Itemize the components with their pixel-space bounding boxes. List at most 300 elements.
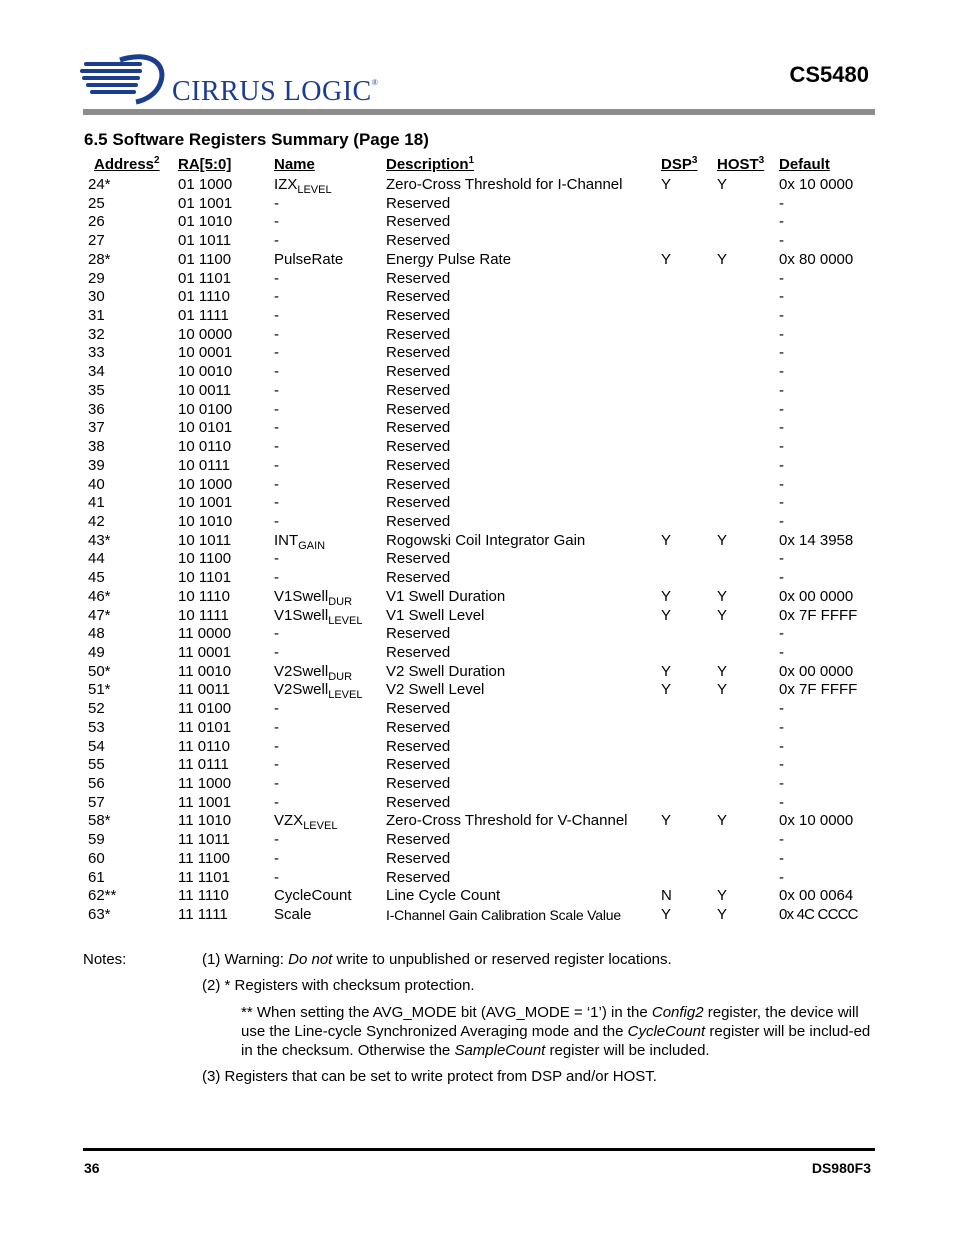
cell-ra: 11 1001 bbox=[178, 793, 232, 811]
cell-host: Y bbox=[717, 681, 728, 699]
table-row bbox=[88, 476, 879, 495]
cell-description: Reserved bbox=[386, 325, 451, 343]
cell-host bbox=[717, 775, 779, 794]
cell-host: Y bbox=[717, 250, 728, 268]
section-title: 6.5 Software Registers Summary (Page 18) bbox=[84, 130, 429, 149]
cell-description: Reserved bbox=[386, 400, 451, 418]
cell-name: V2Swell$_{LEVEL}$ bbox=[274, 681, 363, 702]
cell-address: 33 bbox=[88, 344, 105, 362]
cell-default: 0x 14 3958 bbox=[779, 531, 854, 549]
cell-address: 46* bbox=[88, 587, 111, 605]
cell-host bbox=[717, 326, 779, 345]
cell-description: Reserved bbox=[386, 288, 451, 306]
cell-dsp: Y bbox=[661, 176, 672, 193]
cell-description: Reserved bbox=[386, 494, 451, 512]
cell-dsp bbox=[661, 869, 717, 888]
cell-dsp: Y bbox=[661, 906, 672, 924]
cell-name: - bbox=[274, 868, 279, 886]
cell-default: - bbox=[779, 700, 784, 718]
cell-description: Reserved bbox=[386, 625, 451, 643]
cell-description: Reserved bbox=[386, 269, 451, 287]
table-row bbox=[88, 270, 879, 289]
cell-dsp bbox=[661, 625, 717, 644]
cell-host bbox=[717, 195, 779, 214]
cell-host bbox=[717, 625, 779, 644]
cell-dsp: Y bbox=[661, 250, 672, 268]
cell-description: Reserved bbox=[386, 737, 451, 755]
cell-dsp: Y bbox=[661, 606, 672, 624]
cell-default: - bbox=[779, 288, 784, 306]
cell-address: 50* bbox=[88, 662, 111, 680]
cell-ra: 10 0100 bbox=[178, 400, 233, 418]
cell-name: V1Swell$_{LEVEL}$ bbox=[274, 606, 363, 627]
product-title: CS5480 bbox=[789, 62, 869, 87]
cell-default: - bbox=[779, 344, 784, 362]
table-row bbox=[88, 326, 879, 345]
cell-address: 47* bbox=[88, 606, 111, 624]
cell-default: - bbox=[779, 213, 784, 231]
table-row bbox=[88, 419, 879, 438]
cell-name: - bbox=[274, 643, 279, 661]
cell-description: Reserved bbox=[386, 344, 451, 362]
cell-default: - bbox=[779, 775, 784, 792]
cell-host bbox=[717, 719, 779, 738]
table-body bbox=[88, 176, 879, 925]
cell-dsp: N bbox=[661, 887, 672, 905]
table-row bbox=[88, 644, 879, 663]
cell-dsp bbox=[661, 307, 717, 326]
cell-address: 42 bbox=[88, 512, 105, 530]
cell-dsp bbox=[661, 494, 717, 513]
cell-address: 29 bbox=[88, 269, 105, 287]
table-row bbox=[88, 756, 879, 775]
cell-description: Reserved bbox=[386, 419, 451, 437]
cell-default: - bbox=[779, 232, 784, 250]
cell-ra: 11 1110 bbox=[178, 887, 229, 905]
col-address-header: Address$^2$ bbox=[94, 155, 160, 173]
cell-address: 31 bbox=[88, 307, 105, 325]
cell-name: PulseRate bbox=[274, 250, 344, 268]
cell-host: Y bbox=[717, 176, 728, 193]
cell-dsp bbox=[661, 419, 717, 438]
cell-ra: 01 1110 bbox=[178, 288, 230, 306]
col-host-header: HOST$^3$ bbox=[717, 155, 765, 173]
cell-address: 49 bbox=[88, 643, 105, 661]
cell-name: - bbox=[274, 831, 279, 849]
cell-default: - bbox=[779, 868, 784, 886]
cell-dsp: Y bbox=[661, 531, 672, 549]
cell-ra: 10 1100 bbox=[178, 550, 232, 568]
cell-description: Energy Pulse Rate bbox=[386, 250, 512, 268]
cell-ra: 11 1000 bbox=[178, 775, 232, 792]
cell-ra: 10 1110 bbox=[178, 587, 230, 605]
note-double-asterisk: ** bbox=[241, 1004, 253, 1021]
cell-dsp bbox=[661, 700, 717, 719]
cell-host bbox=[717, 794, 779, 813]
cell-ra: 11 0111 bbox=[178, 756, 229, 774]
cell-dsp bbox=[661, 344, 717, 363]
cell-name: - bbox=[274, 456, 279, 474]
cell-default: - bbox=[779, 793, 784, 811]
cell-host: Y bbox=[717, 812, 728, 830]
cell-address: 27 bbox=[88, 232, 105, 250]
cell-ra: 10 1000 bbox=[178, 475, 233, 493]
cirrus-logic-logo bbox=[80, 54, 379, 107]
cell-ra: 11 0100 bbox=[178, 700, 232, 718]
table-row bbox=[88, 719, 879, 738]
cell-name: - bbox=[274, 269, 279, 287]
table-row bbox=[88, 213, 879, 232]
table-row bbox=[88, 251, 879, 270]
cell-address: 61 bbox=[88, 868, 105, 886]
cell-dsp bbox=[661, 363, 717, 382]
cell-name: - bbox=[274, 400, 279, 418]
table-row bbox=[88, 869, 879, 888]
cell-address: 36 bbox=[88, 400, 105, 418]
table-row bbox=[88, 738, 879, 757]
cell-default: - bbox=[779, 550, 784, 568]
cell-host bbox=[717, 270, 779, 289]
cell-name: - bbox=[274, 849, 279, 867]
note-1: (1) Warning: Do not write to unpublished or reserved register locations. bbox=[202, 951, 672, 968]
table-row bbox=[88, 438, 879, 457]
table-row bbox=[88, 232, 879, 251]
cell-address: 32 bbox=[88, 325, 105, 343]
cell-ra: 10 0111 bbox=[178, 456, 230, 474]
cell-dsp bbox=[661, 195, 717, 214]
cell-ra: 11 1011 bbox=[178, 831, 230, 849]
footer-rule bbox=[83, 1148, 875, 1151]
cell-description: Reserved bbox=[386, 756, 451, 774]
cell-address: 43* bbox=[88, 531, 111, 549]
cell-name: - bbox=[274, 512, 279, 530]
cell-description: I-Channel Gain Calibration Scale Value bbox=[386, 907, 621, 924]
table-row bbox=[88, 607, 879, 626]
cell-host bbox=[717, 644, 779, 663]
cell-host bbox=[717, 419, 779, 438]
cell-dsp bbox=[661, 550, 717, 569]
cell-ra: 10 0101 bbox=[178, 419, 233, 437]
cell-address: 55 bbox=[88, 756, 105, 774]
cell-dsp bbox=[661, 756, 717, 775]
cell-address: 35 bbox=[88, 381, 105, 399]
table-row bbox=[88, 663, 879, 682]
cell-host: Y bbox=[717, 587, 728, 605]
notes-label: Notes: bbox=[83, 951, 127, 968]
document-id: DS980F3 bbox=[811, 1160, 871, 1176]
col-dsp-header: DSP$^3$ bbox=[661, 155, 698, 173]
cell-ra: 10 0110 bbox=[178, 438, 232, 456]
cell-host bbox=[717, 307, 779, 326]
cell-description: Reserved bbox=[386, 718, 451, 736]
cell-address: 24* bbox=[88, 176, 111, 193]
cell-name: - bbox=[274, 213, 279, 231]
cell-description: Reserved bbox=[386, 194, 451, 212]
cell-dsp bbox=[661, 719, 717, 738]
table-row bbox=[88, 588, 879, 607]
cell-description: Reserved bbox=[386, 475, 451, 493]
cell-dsp bbox=[661, 569, 717, 588]
cell-host bbox=[717, 232, 779, 251]
cell-dsp bbox=[661, 401, 717, 420]
cell-address: 57 bbox=[88, 793, 105, 811]
cell-host bbox=[717, 756, 779, 775]
table-row bbox=[88, 681, 879, 700]
header-rule bbox=[83, 109, 875, 115]
cell-default: - bbox=[779, 381, 784, 399]
cell-default: 0x 80 0000 bbox=[779, 250, 854, 268]
cell-address: 28* bbox=[88, 250, 111, 268]
cell-dsp bbox=[661, 232, 717, 251]
cell-address: 60 bbox=[88, 849, 105, 867]
cell-address: 56 bbox=[88, 775, 105, 792]
cell-ra: 11 0001 bbox=[178, 643, 232, 661]
cell-name: - bbox=[274, 232, 279, 250]
note-3: (3) Registers that can be set to write protect from DSP and/or HOST. bbox=[202, 1068, 657, 1085]
cell-dsp bbox=[661, 850, 717, 869]
cell-address: 53 bbox=[88, 718, 105, 736]
cell-default: - bbox=[779, 325, 784, 343]
cell-default: - bbox=[779, 849, 784, 867]
cell-ra: 01 1010 bbox=[178, 213, 233, 231]
cell-ra: 11 1101 bbox=[178, 868, 230, 886]
cell-host: Y bbox=[717, 662, 728, 680]
cell-name: - bbox=[274, 325, 279, 343]
cell-ra: 11 1100 bbox=[178, 849, 230, 867]
cell-name: $VZX_{LEVEL}$ bbox=[274, 812, 338, 833]
cell-ra: 01 1111 bbox=[178, 307, 229, 325]
cell-name: - bbox=[274, 363, 279, 381]
cell-dsp bbox=[661, 213, 717, 232]
table-row bbox=[88, 494, 879, 513]
table-row bbox=[88, 700, 879, 719]
cell-name: - bbox=[274, 737, 279, 755]
cell-dsp: Y bbox=[661, 812, 672, 830]
table-row bbox=[88, 794, 879, 813]
cell-description: Reserved bbox=[386, 868, 451, 886]
cell-description: Reserved bbox=[386, 512, 451, 530]
cell-description: Zero-Cross Threshold for I-Channel bbox=[386, 176, 623, 193]
cell-dsp bbox=[661, 831, 717, 850]
cell-description: Reserved bbox=[386, 381, 451, 399]
cell-name: - bbox=[274, 494, 279, 512]
page-number: 36 bbox=[84, 1160, 100, 1176]
cell-host: Y bbox=[717, 906, 728, 924]
cell-dsp bbox=[661, 438, 717, 457]
cell-host bbox=[717, 401, 779, 420]
cell-description: Line Cycle Count bbox=[386, 887, 501, 905]
cell-dsp bbox=[661, 326, 717, 345]
cell-ra: 10 1101 bbox=[178, 569, 232, 587]
cell-default: 0x 10 0000 bbox=[779, 176, 854, 193]
cell-default: - bbox=[779, 269, 784, 287]
cell-ra: 10 0000 bbox=[178, 325, 233, 343]
cell-name: V2Swell$_{DUR}$ bbox=[274, 662, 353, 683]
cell-default: - bbox=[779, 569, 784, 587]
cell-name: - bbox=[274, 307, 279, 325]
cell-host bbox=[717, 344, 779, 363]
cell-address: 39 bbox=[88, 456, 105, 474]
table-row bbox=[88, 532, 879, 551]
cell-address: 37 bbox=[88, 419, 105, 437]
table-header-row bbox=[88, 154, 879, 176]
table-row bbox=[88, 887, 879, 906]
cell-description: Reserved bbox=[386, 363, 451, 381]
cell-host bbox=[717, 700, 779, 719]
cell-default: - bbox=[779, 512, 784, 530]
cirrus-logo-swoosh-icon bbox=[80, 54, 170, 106]
cell-ra: 01 1011 bbox=[178, 232, 232, 250]
cell-ra: 11 0000 bbox=[178, 625, 232, 643]
cell-default: - bbox=[779, 475, 784, 493]
cell-ra: 10 0011 bbox=[178, 381, 232, 399]
table-row bbox=[88, 382, 879, 401]
cell-default: 0x 10 0000 bbox=[779, 812, 854, 830]
cell-address: 48 bbox=[88, 625, 105, 643]
cell-host: Y bbox=[717, 606, 728, 624]
cell-description: V1 Swell Level bbox=[386, 606, 485, 624]
table-row bbox=[88, 550, 879, 569]
cell-ra: 10 1001 bbox=[178, 494, 233, 512]
cell-default: - bbox=[779, 756, 784, 774]
cell-description: Reserved bbox=[386, 849, 451, 867]
col-default-header: Default bbox=[779, 156, 830, 173]
cell-dsp: Y bbox=[661, 681, 672, 699]
cell-address: 34 bbox=[88, 363, 105, 381]
table-row bbox=[88, 195, 879, 214]
cell-host bbox=[717, 513, 779, 532]
cell-description: V2 Swell Level bbox=[386, 681, 485, 699]
cell-ra: 11 1111 bbox=[178, 906, 228, 924]
col-ra-header: RA[5:0] bbox=[178, 156, 232, 173]
cell-dsp bbox=[661, 775, 717, 794]
table-row bbox=[88, 457, 879, 476]
cell-name: $INT_{GAIN}$ bbox=[274, 531, 326, 552]
cell-name: Scale bbox=[274, 906, 312, 924]
cell-default: - bbox=[779, 494, 784, 512]
cell-ra: 01 1000 bbox=[178, 176, 233, 193]
cell-default: - bbox=[779, 400, 784, 418]
cell-default: - bbox=[779, 737, 784, 755]
cell-description: V1 Swell Duration bbox=[386, 587, 506, 605]
cell-address: 44 bbox=[88, 550, 105, 568]
cell-default: 0x 00 0064 bbox=[779, 887, 854, 905]
cell-description: Reserved bbox=[386, 700, 451, 718]
cell-address: 40 bbox=[88, 475, 105, 493]
cell-dsp bbox=[661, 382, 717, 401]
cell-description: Reserved bbox=[386, 793, 451, 811]
cell-host bbox=[717, 550, 779, 569]
cell-default: - bbox=[779, 194, 784, 212]
cell-address: 63* bbox=[88, 906, 111, 924]
cell-default: 0x 4C CCCC bbox=[779, 906, 858, 924]
cell-ra: 11 1010 bbox=[178, 812, 232, 830]
cell-name: - bbox=[274, 438, 279, 456]
cell-name: - bbox=[274, 700, 279, 718]
cell-default: - bbox=[779, 363, 784, 381]
cell-ra: 10 1111 bbox=[178, 606, 229, 624]
cell-description: Reserved bbox=[386, 569, 451, 587]
cell-host bbox=[717, 850, 779, 869]
col-name-header: Name bbox=[274, 156, 315, 173]
cell-ra: 01 1001 bbox=[178, 194, 233, 212]
cell-ra: 11 0011 bbox=[178, 681, 230, 699]
cell-default: 0x 7F FFFF bbox=[779, 681, 858, 699]
cell-dsp: Y bbox=[661, 587, 672, 605]
cell-description: V2 Swell Duration bbox=[386, 662, 506, 680]
cell-default: - bbox=[779, 307, 784, 325]
cell-address: 41 bbox=[88, 494, 105, 512]
cell-default: - bbox=[779, 831, 784, 849]
cell-ra: 11 0010 bbox=[178, 662, 232, 680]
cell-description: Reserved bbox=[386, 232, 451, 250]
cell-ra: 10 0010 bbox=[178, 363, 233, 381]
cell-name: - bbox=[274, 550, 279, 568]
cell-dsp bbox=[661, 476, 717, 495]
table-row bbox=[88, 176, 879, 195]
table-row bbox=[88, 363, 879, 382]
cell-description: Rogowski Coil Integrator Gain bbox=[386, 531, 586, 549]
cell-host: Y bbox=[717, 531, 728, 549]
cell-default: - bbox=[779, 625, 784, 643]
cell-name: - bbox=[274, 475, 279, 493]
cell-dsp bbox=[661, 738, 717, 757]
cell-ra: 01 1101 bbox=[178, 269, 232, 287]
cell-description: Reserved bbox=[386, 831, 451, 849]
note-2: (2) * Registers with checksum protection. bbox=[202, 977, 475, 994]
cell-ra: 11 0110 bbox=[178, 737, 230, 755]
cell-name: - bbox=[274, 625, 279, 643]
cell-name: - bbox=[274, 756, 279, 774]
cell-dsp: Y bbox=[661, 662, 672, 680]
cell-address: 59 bbox=[88, 831, 105, 849]
col-description-header: Description$^1$ bbox=[386, 155, 475, 173]
cell-name: CycleCount bbox=[274, 887, 352, 905]
cell-ra: 10 1011 bbox=[178, 531, 232, 549]
cell-address: 62** bbox=[88, 887, 117, 905]
table-row bbox=[88, 401, 879, 420]
table-row bbox=[88, 812, 879, 831]
cell-name: - bbox=[274, 194, 279, 212]
cell-dsp bbox=[661, 513, 717, 532]
cell-host bbox=[717, 213, 779, 232]
cell-host bbox=[717, 738, 779, 757]
cell-name: - bbox=[274, 419, 279, 437]
cell-name: V1Swell$_{DUR}$ bbox=[274, 587, 353, 608]
table-row bbox=[88, 569, 879, 588]
cell-name: - bbox=[274, 569, 279, 587]
cell-description: Reserved bbox=[386, 438, 451, 456]
cell-description: Zero-Cross Threshold for V-Channel bbox=[386, 812, 628, 830]
cell-default: - bbox=[779, 718, 784, 736]
table-row bbox=[88, 344, 879, 363]
cell-host bbox=[717, 569, 779, 588]
table-row bbox=[88, 307, 879, 326]
cell-dsp bbox=[661, 644, 717, 663]
cell-address: 54 bbox=[88, 737, 105, 755]
cell-address: 25 bbox=[88, 194, 105, 212]
cell-ra: 01 1100 bbox=[178, 250, 232, 268]
table-row bbox=[88, 850, 879, 869]
cell-host bbox=[717, 831, 779, 850]
cell-host bbox=[717, 457, 779, 476]
cell-name: - bbox=[274, 718, 279, 736]
table-row bbox=[88, 288, 879, 307]
cell-dsp bbox=[661, 288, 717, 307]
cell-description: Reserved bbox=[386, 775, 451, 792]
cell-host bbox=[717, 382, 779, 401]
cell-host bbox=[717, 438, 779, 457]
